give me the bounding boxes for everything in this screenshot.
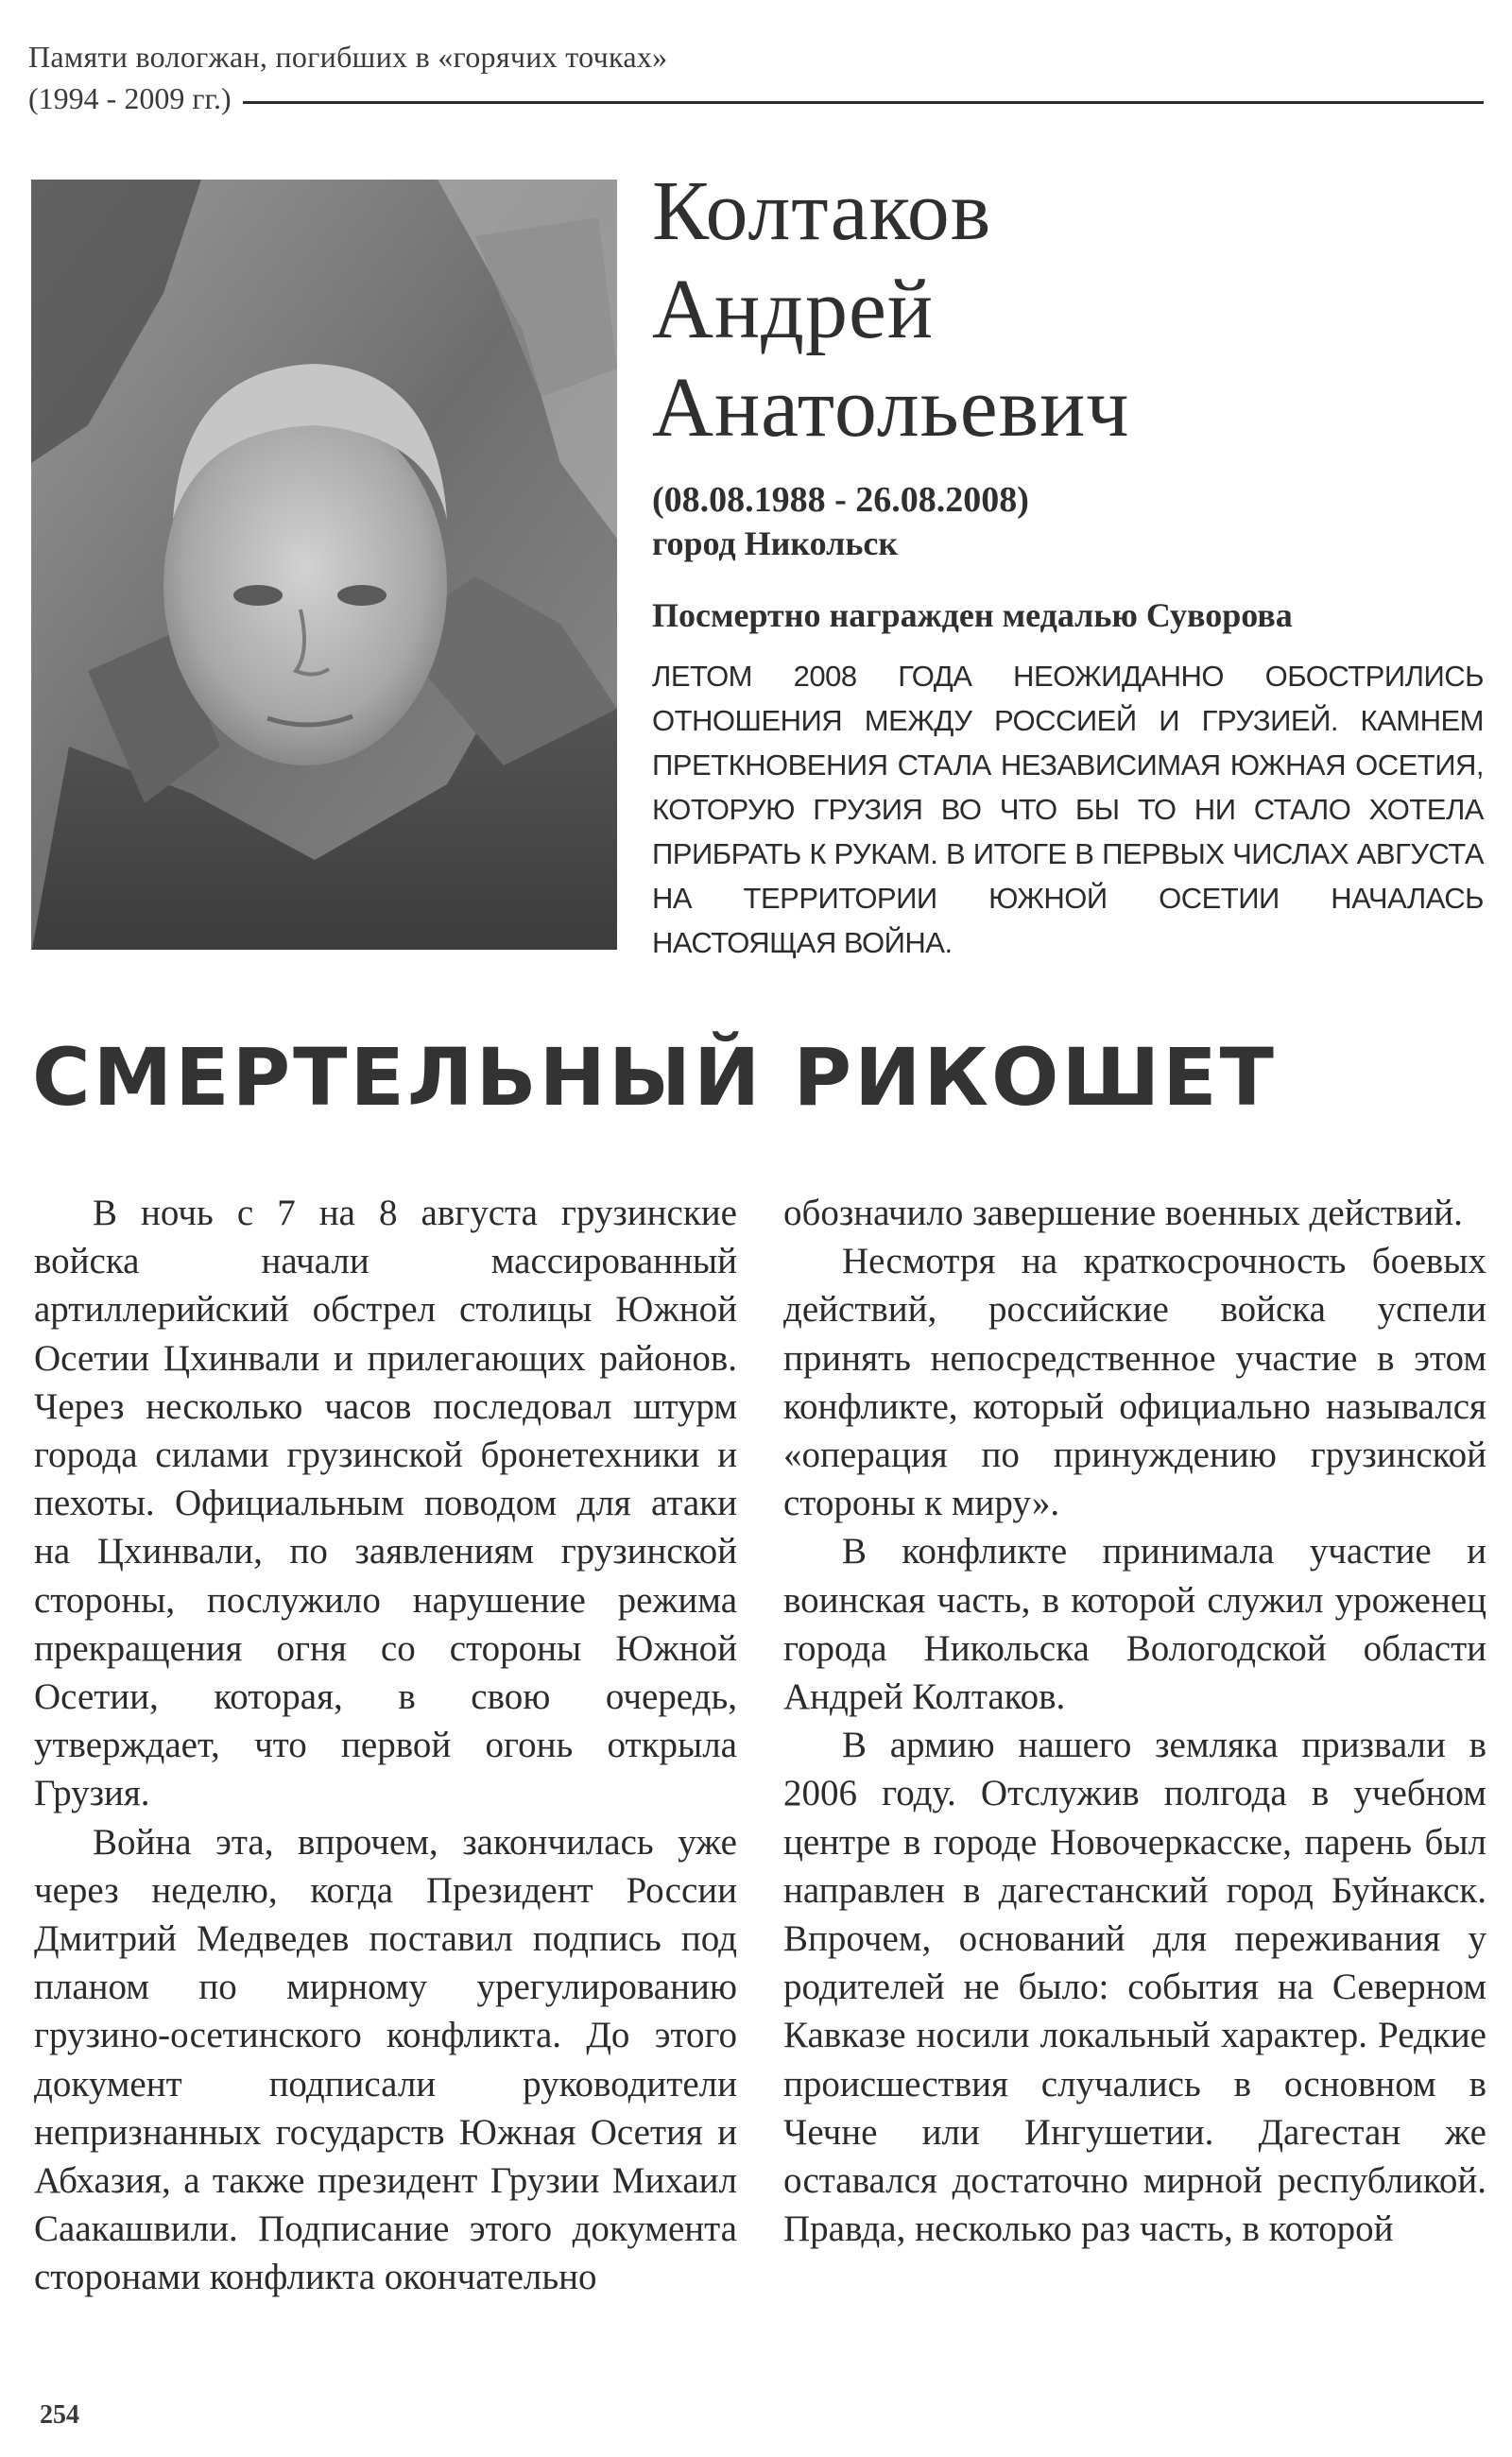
paragraph: Несмотря на краткосрочность боевых действий, российские войска успели принять непосредственное участие в этом конфликте, который официально назывался «операция по принуждению грузинской стороны к миру». [783, 1241, 1486, 1524]
person-first-name: Андрей [652, 263, 935, 356]
header-rule [243, 101, 1484, 104]
name-block [652, 163, 1484, 965]
portrait-photo [31, 180, 617, 950]
article-headline: СМЕРТЕЛЬНЫЙ РИКОШЕТ [32, 1031, 1277, 1124]
person-surname: Колтаков [652, 164, 992, 258]
column-left [34, 1189, 737, 2302]
paragraph: В ночь с 7 на 8 августа грузинские войска начали массированный артиллерийский обстрел столицы Южной Осетии Цхинвали и прилегающих районов. Через несколько часов последовал штурм города силами грузинской бронетехники и пехоты. Официальным поводом для атаки на Цхинвали, по заявлениям грузинской стороны, послужило нарушение режима прекращения огня со стороны Южной Осетии, которая, в свою очередь, утверждает, что первой огонь открыла Грузия. [34, 1193, 737, 1814]
paragraph: обозначило завершение военных действий. [783, 1193, 1463, 1233]
person-patronymic: Анатольевич [652, 361, 1130, 455]
lead-paragraph: ЛЕТОМ 2008 ГОДА НЕОЖИДАННО ОБОСТРИЛИСЬ ОТНОШЕНИЯ МЕЖДУ РОССИЕЙ И ГРУЗИЕЙ. КАМНЕМ ПРЕТКНОВЕНИЯ СТАЛА НЕЗАВИСИМАЯ ЮЖНАЯ ОСЕТИЯ, КОТОРУЮ ГРУЗИЯ ВО ЧТО БЫ ТО НИ СТАЛО ХОТЕЛА ПРИБРАТЬ К РУКАМ. В ИТОГЕ В ПЕРВЫХ ЧИСЛАХ АВГУСТА НА ТЕРРИТОРИИ ЮЖНОЙ ОСЕТИИ НАЧАЛАСЬ НАСТОЯЩАЯ ВОЙНА. [652, 660, 1484, 959]
column-right [783, 1189, 1486, 2253]
running-header [28, 36, 1484, 119]
header-years: (1994 - 2009 гг.) [28, 81, 232, 115]
home-city: город Никольск [652, 524, 899, 562]
page-number: 254 [40, 2400, 79, 2430]
header-title: Памяти вологжан, погибших в «горячих точках» [28, 40, 668, 74]
paragraph: В конфликте принимала участие и воинская часть, в которой служил уроженец города Никольска Вологодской области Андрей Колтаков. [783, 1531, 1486, 1718]
paragraph: Война эта, впрочем, закончилась уже через неделю, когда Президент России Дмитрий Медведев поставил подпись под планом по мирному урегулированию грузино-осетинского конфликта. До этого документ подписали руководители непризнанных государств Южная Осетия и Абхазия, а также президент Грузии Михаил Саакашвили. Подписание этого документа сторонами конфликта окончательно [34, 1821, 737, 2298]
award-text: Посмертно награжден медалью Суворова [652, 596, 1293, 634]
life-dates: (08.08.1988 - 26.08.2008) [652, 480, 1029, 520]
paragraph: В армию нашего земляка призвали в 2006 году. Отслужив полгода в учебном центре в городе Новочеркасске, парень был направлен в дагестанский город Буйнакск. Впрочем, оснований для переживания у родителей не было: события на Северном Кавказе носили локальный характер. Редкие происшествия случались в основном в Чечне или Ингушетии. Дагестан же оставался достаточно мирной республикой. Правда, несколько раз часть, в которой [783, 1725, 1486, 2250]
